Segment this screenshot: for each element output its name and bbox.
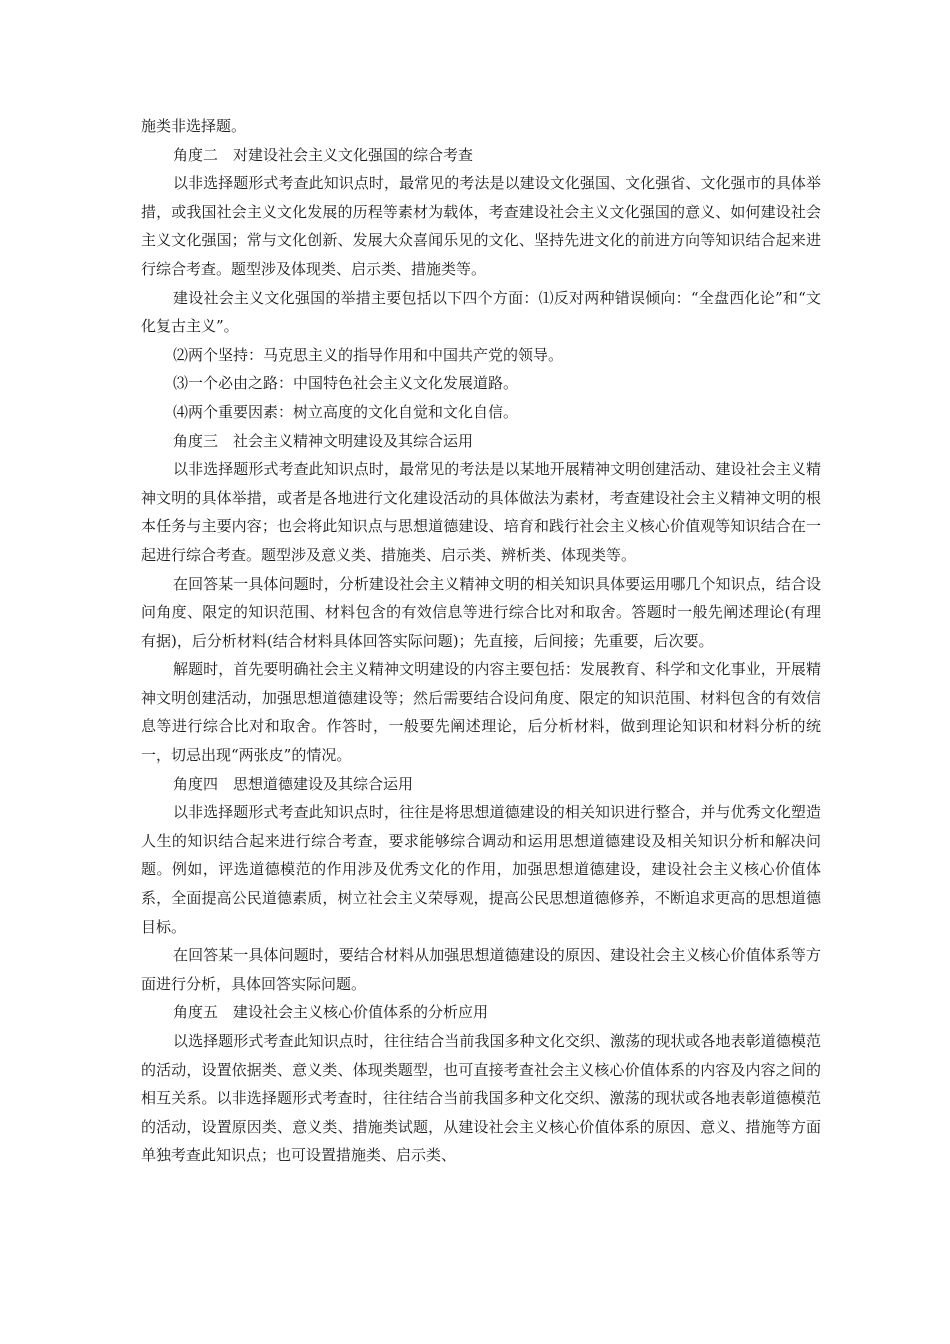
body-paragraph: 在回答某一具体问题时，要结合材料从加强思想道德建设的原因、建设社会主义核心价值体系等方面进行分析，具体回答实际问题。 xyxy=(141,946,821,993)
body-paragraph: 以非选择题形式考查此知识点时，最常见的考法是以建设文化强国、文化强省、文化强市的具体举措，或我国社会主义文化发展的历程等素材为载体，考查建设社会主义文化强国的意义、如何建设社会主义文化强国；常与文化创新、发展大众喜闻乐见的文化、坚持先进文化的前进方向等知识结合起来进行综合考查。题型涉及体现类、启示类、措施类等。 xyxy=(141,174,821,278)
body-paragraph: 以非选择题形式考查此知识点时，最常见的考法是以某地开展精神文明创建活动、建设社会主义精神文明的具体举措，或者是各地进行文化建设活动的具体做法为素材，考查建设社会主义精神文明的根本任务与主要内容；也会将此知识点与思想道德建设、培育和践行社会主义核心价值观等知识结合在一起进行综合考查。题型涉及意义类、措施类、启示类、辨析类、体现类等。 xyxy=(141,460,821,564)
document-body xyxy=(141,112,821,1170)
continuation-line: 施类非选择题。 xyxy=(141,117,247,135)
list-item-4: ⑷两个重要因素：树立高度的文化自觉和文化自信。 xyxy=(173,402,519,421)
section-heading-angle-3: 角度三 社会主义精神文明建设及其综合运用 xyxy=(173,431,474,450)
list-item-3: ⑶一个必由之路：中国特色社会主义文化发展道路。 xyxy=(173,374,519,393)
body-paragraph: 以非选择题形式考查此知识点时，往往是将思想道德建设的相关知识进行整合，并与优秀文化塑造人生的知识结合起来进行综合考查，要求能够综合调动和运用思想道德建设及相关知识分析和解决问题。例如，评选道德模范的作用涉及优秀文化的作用，加强思想道德建设，建设社会主义核心价值体系，全面提高公民道德素质，树立社会主义荣辱观，提高公民思想道德修养，不断追求更高的思想道德目标。 xyxy=(141,803,821,936)
body-paragraph: 以选择题形式考查此知识点时，往往结合当前我国多种文化交织、激荡的现状或各地表彰道德模范的活动，设置依据类、意义类、体现类题型，也可直接考查社会主义核心价值体系的内容及内容之间的相互关系。以非选择题形式考查时，往往结合当前我国多种文化交织、激荡的现状或各地表彰道德模范的活动，设置原因类、意义类、措施类试题，从建设社会主义核心价值体系的原因、意义、措施等方面单独考查此知识点；也可设置措施类、启示类、 xyxy=(141,1032,821,1165)
section-heading-angle-5: 角度五 建设社会主义核心价值体系的分析应用 xyxy=(173,1003,489,1022)
section-heading-angle-4: 角度四 思想道德建设及其综合运用 xyxy=(173,774,414,793)
list-item-2: ⑵两个坚持：马克思主义的指导作用和中国共产党的领导。 xyxy=(173,345,564,364)
section-heading-angle-2: 角度二 对建设社会主义文化强国的综合考查 xyxy=(173,145,474,164)
body-paragraph: 在回答某一具体问题时，分析建设社会主义精神文明的相关知识具体要运用哪几个知识点，结合设问角度、限定的知识范围、材料包含的有效信息等进行综合比对和取舍。答题时一般先阐述理论(有理有据)，后分析材料(结合材料具体回答实际问题)；先直接，后间接；先重要，后次要。 xyxy=(141,574,821,650)
body-paragraph: 解题时，首先要明确社会主义精神文明建设的内容主要包括：发展教育、科学和文化事业，开展精神文明创建活动，加强思想道德建设等；然后需要结合设问角度、限定的知识范围、材料包含的有效信息等进行综合比对和取舍。作答时，一般要先阐述理论，后分析材料，做到理论知识和材料分析的统一，切忌出现“两张皮”的情况。 xyxy=(141,660,821,765)
body-paragraph: 建设社会主义文化强国的举措主要包括以下四个方面：⑴反对两种错误倾向：“全盘西化论”和“文化复古主义”。 xyxy=(141,288,821,336)
